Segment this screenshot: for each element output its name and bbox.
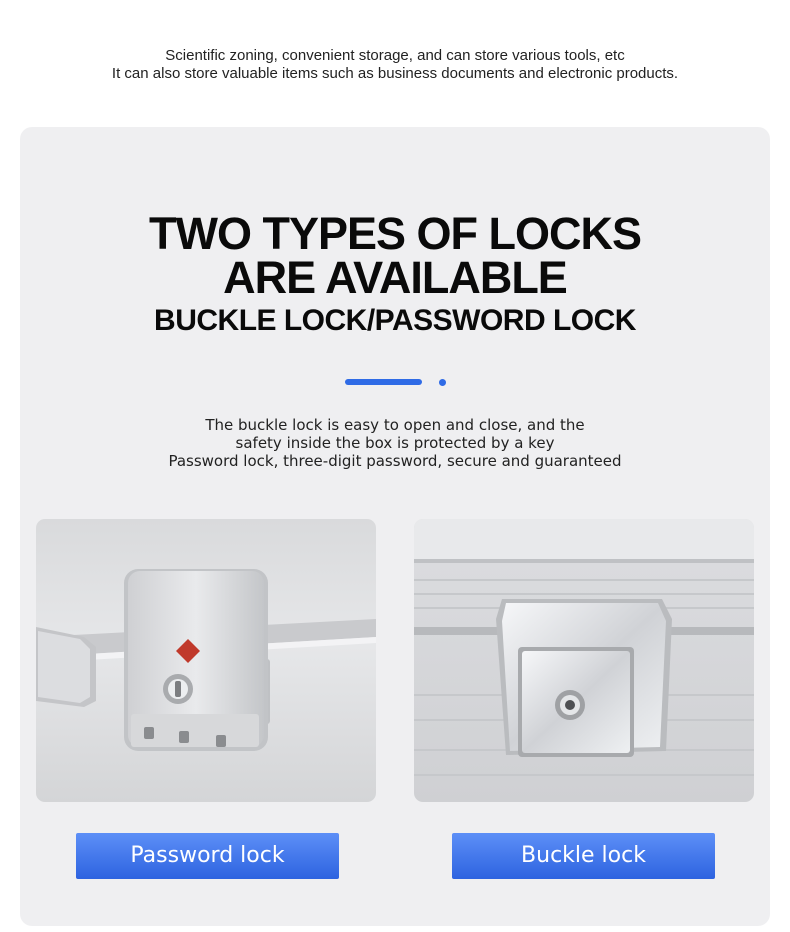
- heading-line-1: TWO TYPES OF LOCKS: [148, 208, 641, 259]
- buckle-lock-label[interactable]: Buckle lock: [452, 833, 715, 879]
- description: [20, 416, 770, 470]
- intro-line-2: It can also store valuable items such as business documents and electronic products.: [111, 65, 679, 82]
- description-line-3: Password lock, three-digit password, secure and guaranteed: [168, 452, 622, 470]
- description-line-2: safety inside the box is protected by a key: [235, 434, 555, 452]
- accent-bar: [345, 379, 422, 385]
- accent-dot: [439, 379, 446, 386]
- password-lock-label[interactable]: Password lock: [76, 833, 339, 879]
- intro-line-1: Scientific zoning, convenient storage, and can store various tools, etc: [165, 47, 625, 64]
- buckle-lock-photo: [414, 519, 754, 802]
- intro-text: [0, 47, 790, 83]
- password-lock-photo: [36, 519, 376, 802]
- description-line-1: The buckle lock is easy to open and close, and the: [205, 416, 585, 434]
- heading-line-2: ARE AVAILABLE: [223, 252, 567, 303]
- heading-subtitle: BUCKLE LOCK/PASSWORD LOCK: [154, 304, 636, 337]
- locks-panel: [20, 127, 770, 926]
